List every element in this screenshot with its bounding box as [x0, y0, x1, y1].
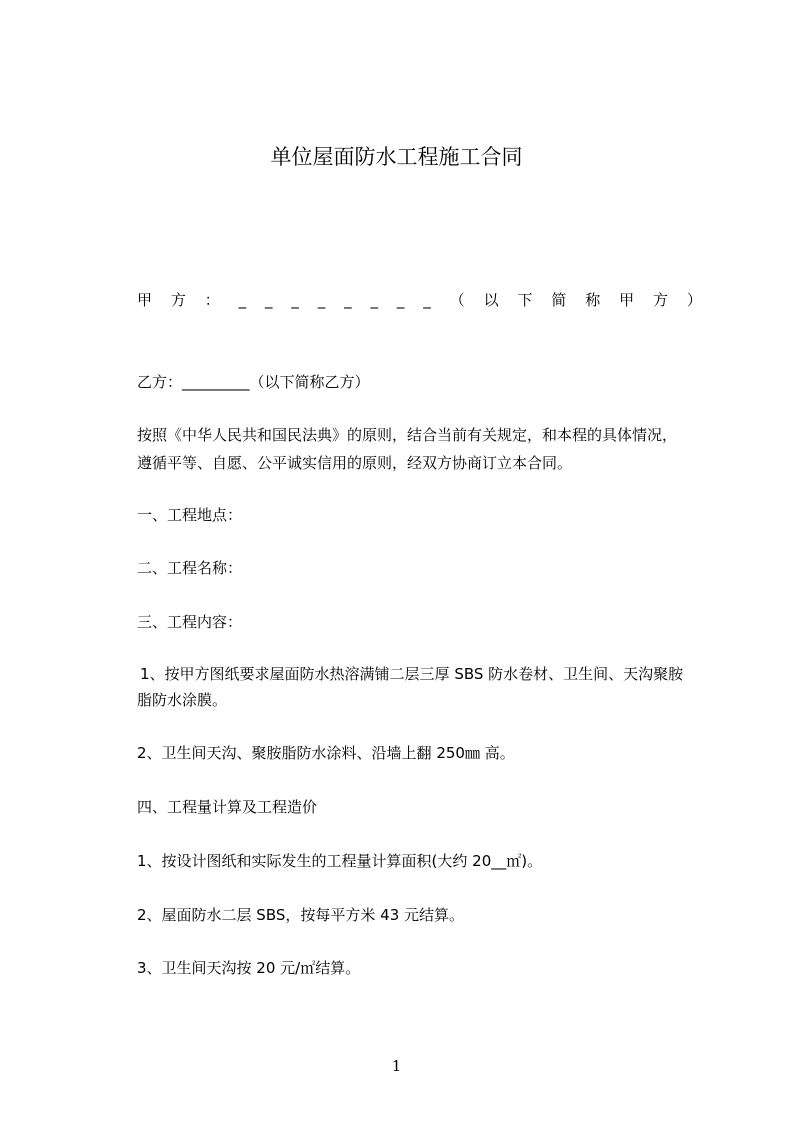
- content-item-1-line-1: 1、按甲方图纸要求屋面防水热溶满铺二层三厚 SBS 防水卷材、卫生间、天沟聚胺: [140, 665, 684, 683]
- party-a-char: 简: [551, 291, 567, 309]
- section-heading-name: 二、工程名称：: [137, 559, 243, 577]
- party-b-line: 乙方：_________（以下简称乙方）: [137, 373, 370, 391]
- section-heading-content: 三、工程内容：: [137, 613, 243, 631]
- content-item-1-line-2: 脂防水涂膜。: [137, 691, 228, 709]
- section-heading-location: 一、工程地点：: [137, 506, 243, 524]
- party-a-char: （: [449, 291, 465, 309]
- party-a-char: 以: [483, 291, 499, 309]
- party-a-char: 方: [170, 291, 186, 309]
- party-a-blank: _: [265, 291, 273, 309]
- party-a-blank: _: [396, 291, 405, 309]
- party-a-blank: _: [423, 291, 431, 309]
- intro-paragraph-line-2: 遵循平等、自愿、公平诚实信用的原则，经双方协商订立本合同。: [137, 454, 573, 472]
- party-a-char: 甲: [137, 291, 153, 309]
- document-title: 单位屋面防水工程施工合同: [270, 145, 523, 169]
- party-a-char: 方: [653, 291, 669, 309]
- intro-paragraph-line-1: 按照《中华人民共和国民法典》的原则，结合当前有关规定，和本程的具体情况，: [137, 426, 678, 444]
- page-number: 1: [391, 1057, 402, 1075]
- cost-item-3: 3、卫生间天沟按 20 元/㎡结算。: [137, 959, 361, 977]
- party-a-blank: _: [238, 291, 247, 309]
- cost-item-1: 1、按设计图纸和实际发生的工程量计算面积(大约 20__㎡)。: [137, 852, 543, 870]
- party-a-char: ）: [686, 291, 702, 309]
- party-a-char: 下: [517, 291, 533, 309]
- content-item-2: 2、卫生间天沟、聚胺脂防水涂料、沿墙上翻 250㎜ 高。: [137, 744, 515, 762]
- party-a-char: 称: [585, 291, 601, 309]
- party-a-blank: _: [344, 291, 352, 309]
- party-a-line: [137, 290, 702, 310]
- party-a-char: ：: [204, 291, 220, 309]
- cost-item-2: 2、屋面防水二层 SBS，按每平方米 43 元结算。: [137, 906, 465, 924]
- party-a-blank: _: [291, 291, 299, 309]
- party-a-blank: _: [370, 291, 379, 309]
- party-a-blank: _: [317, 291, 326, 309]
- section-heading-quantity-cost: 四、工程量计算及工程造价: [137, 798, 318, 816]
- party-a-char: 甲: [619, 291, 635, 309]
